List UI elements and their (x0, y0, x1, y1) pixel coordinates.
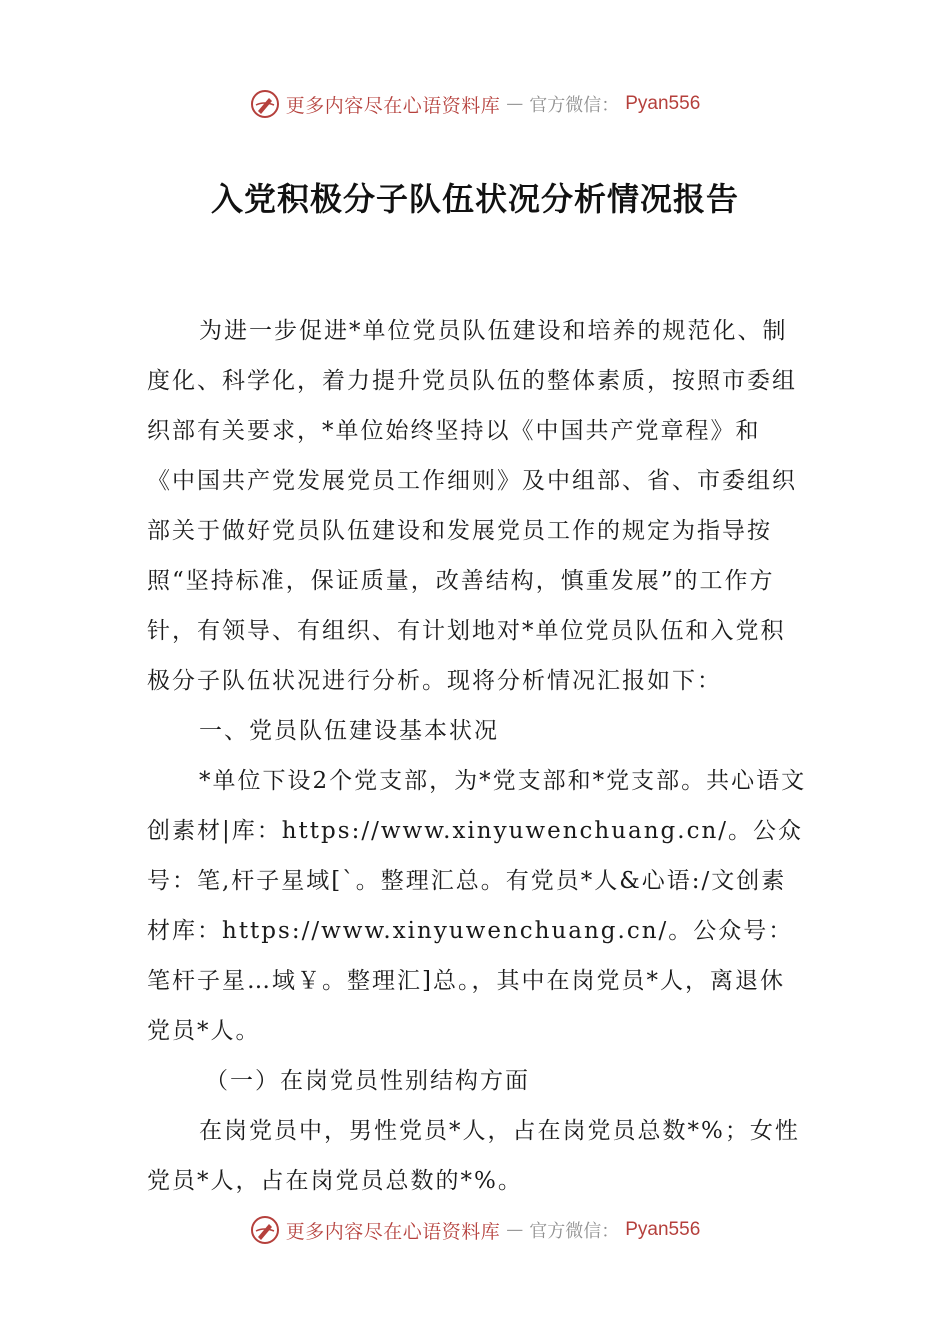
banner-wechat-id: Pyan556 (625, 1219, 701, 1240)
pen-nib-icon (250, 89, 280, 119)
pen-nib-icon (250, 1215, 280, 1245)
banner-separator: — (506, 94, 524, 114)
section-heading: 一、党员队伍建设基本状况 (199, 718, 499, 744)
banner-contact-label: 官方微信： (529, 95, 620, 116)
paragraph-branches: *单位下设2个党支部，为*党支部和*党支部。共心语文创素材|库：https://www.xinyuwenchuang.cn/。公众号：笔,杆子星域[`。整理汇总。有党员*人&心语:/文创素材库：https://www.xinyuwenchuang.cn/。公众号：笔杆子星…域￥。整理汇]总。，其中在岗党员*人，离退休党员*人。 (147, 768, 807, 1044)
document-body (147, 306, 807, 1206)
subsection-heading: （一）在岗党员性别结构方面 (205, 1068, 530, 1094)
footer-banner (0, 1212, 950, 1248)
paragraph-gender: 在岗党员中，男性党员*人，占在岗党员总数*%；女性党员*人，占在岗党员总数的*%。 (147, 1118, 800, 1194)
banner-text: 更多内容尽在心语资料库 (285, 1220, 501, 1243)
document-title: 入党积极分子队伍状况分析情况报告 (210, 180, 739, 218)
paragraph-intro: 为进一步促进*单位党员队伍建设和培养的规范化、制度化、科学化，着力提升党员队伍的整体素质，按照市委组织部有关要求，*单位始终坚持以《中国共产党章程》和《中国共产党发展党员工作细则》及中组部、省、市委组织部关于做好党员队伍建设和发展党员工作的规定为指导按照“坚持标准，保证质量，改善结构，慎重发展”的工作方针，有领导、有组织、有计划地对*单位党员队伍和入党积极分子队伍状况进行分析。现将分析情况汇报如下： (147, 318, 797, 694)
banner-separator: — (506, 1220, 524, 1240)
banner-contact-label: 官方微信： (529, 1221, 620, 1242)
header-banner (0, 86, 950, 122)
banner-wechat-id: Pyan556 (625, 93, 701, 114)
banner-text: 更多内容尽在心语资料库 (285, 94, 501, 117)
